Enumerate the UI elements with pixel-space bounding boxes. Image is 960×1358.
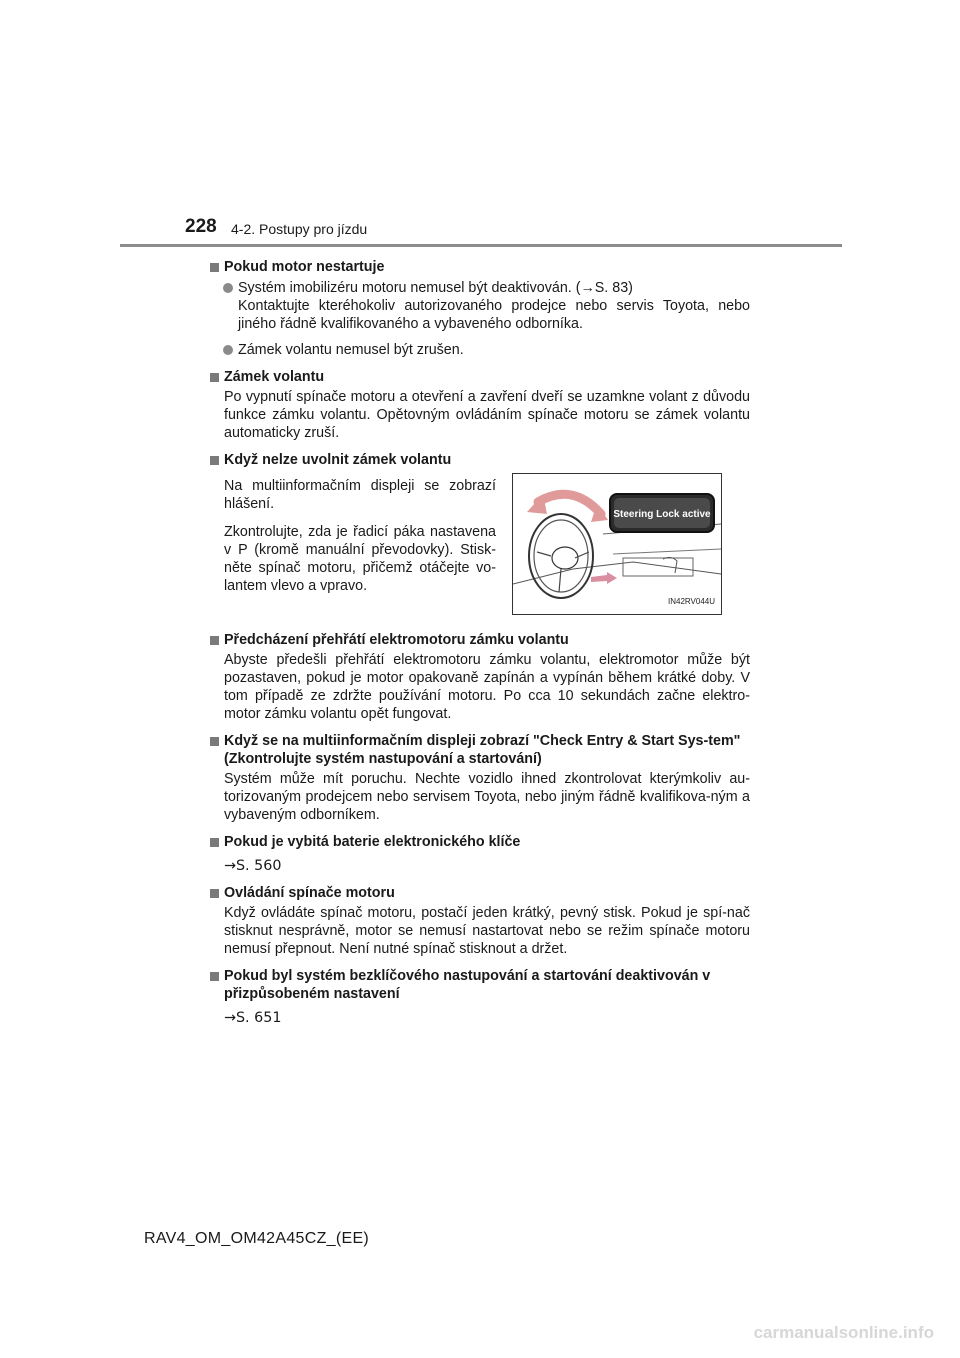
- paragraph-check-entry: Systém může mít poruchu. Nechte vozidlo ihned zkontrolovat kterýmkoliv au-torizovaným prodejcem nebo servisem Toyota, nebo jiným řádně kvalifikova-ným a vybaveným odborníkem.: [224, 771, 750, 823]
- square-bullet-icon: [210, 972, 219, 981]
- bullet-steering-lock: Zámek volantu nemusel být zrušen.: [210, 341, 750, 359]
- square-bullet-icon: [210, 889, 219, 898]
- ref-battery: →S. 560: [224, 858, 282, 874]
- bullet-immobilizer: Systém imobilizéru motoru nemusel být deaktivován. (→S. 83) Kontaktujte kteréhokoliv autorizovaného prodejce nebo servis Toyota, nebo jiného řádně kvalifikovaného a vybaveného odborníka.: [210, 279, 750, 333]
- paragraph-lock: Po vypnutí spínače motoru a otevření a zavření dveří se uzamkne volant z důvodu funkce zámku volantu. Opětovným ovládáním spínače motoru se zámek volantu automaticky zruší.: [224, 389, 750, 441]
- heading-check-entry: Když se na multiinformačním displeji zobrazí "Check Entry & Start Sys-tem" (Zkontrolujte systém nastupování a startování): [210, 732, 750, 768]
- heading-switch: Ovládání spínače motoru: [210, 884, 750, 902]
- paragraph-shift: Zkontrolujte, zda je řadicí páka nastavena v P (kromě manuální převodovky). Stisk-něte spínač motoru, přičemž otáčejte vo-lantem vlevo a vpravo.: [224, 524, 496, 594]
- page-number: 228: [185, 216, 217, 237]
- round-bullet-icon: [223, 345, 233, 355]
- heading-battery: Pokud je vybitá baterie elektronického klíče: [210, 833, 750, 851]
- square-bullet-icon: [210, 373, 219, 382]
- page-content: [210, 254, 750, 1027]
- heading-restart: Pokud motor nestartuje: [210, 258, 750, 276]
- paragraph-message: Na multiinformačním displeji se zobrazí hlášení.: [224, 478, 496, 512]
- square-bullet-icon: [210, 263, 219, 272]
- section-title: 4-2. Postupy pro jízdu: [231, 221, 368, 237]
- paragraph-switch: Když ovládáte spínač motoru, postačí jeden krátký, pevný stisk. Pokud je spí-nač stisknut nesprávně, motor se nemusí nastartovat nebo se režim spínače motoru nemusí přepnout. Není nutné spínač stisknout a držet.: [224, 905, 750, 957]
- heading-overheat: Předcházení přehřátí elektromotoru zámku volantu: [210, 631, 750, 649]
- page-header: [185, 216, 845, 246]
- release-text: [210, 469, 496, 615]
- header-rule: [120, 244, 842, 247]
- steering-lock-figure: [512, 473, 722, 615]
- square-bullet-icon: [210, 838, 219, 847]
- figure-display-label: Steering Lock active: [613, 509, 711, 520]
- ref-deactivated: →S. 651: [224, 1010, 282, 1026]
- figure-code: IN42RV044U: [668, 597, 715, 606]
- heading-deactivated: Pokud byl systém bezklíčového nastupování a startování deaktivován v přizpůsobeném nastavení: [210, 967, 750, 1003]
- square-bullet-icon: [210, 456, 219, 465]
- heading-release: Když nelze uvolnit zámek volantu: [210, 451, 750, 469]
- square-bullet-icon: [210, 737, 219, 746]
- release-block: [210, 469, 750, 615]
- watermark: carmanualsonline.info: [753, 1323, 934, 1342]
- paragraph-overheat: Abyste předešli přehřátí elektromotoru zámku volantu, elektromotor může být pozastaven, pokud je motor opakovaně zapínán a vypínán během krátké doby. V tom případě ze zdržte používání motoru. Po cca 10 sekundách začne elektro-motor zámku volantu opět fungovat.: [224, 652, 750, 722]
- heading-lock: Zámek volantu: [210, 368, 750, 386]
- square-bullet-icon: [210, 636, 219, 645]
- footer-doc-code: RAV4_OM_OM42A45CZ_(EE): [144, 1230, 370, 1247]
- round-bullet-icon: [223, 283, 233, 293]
